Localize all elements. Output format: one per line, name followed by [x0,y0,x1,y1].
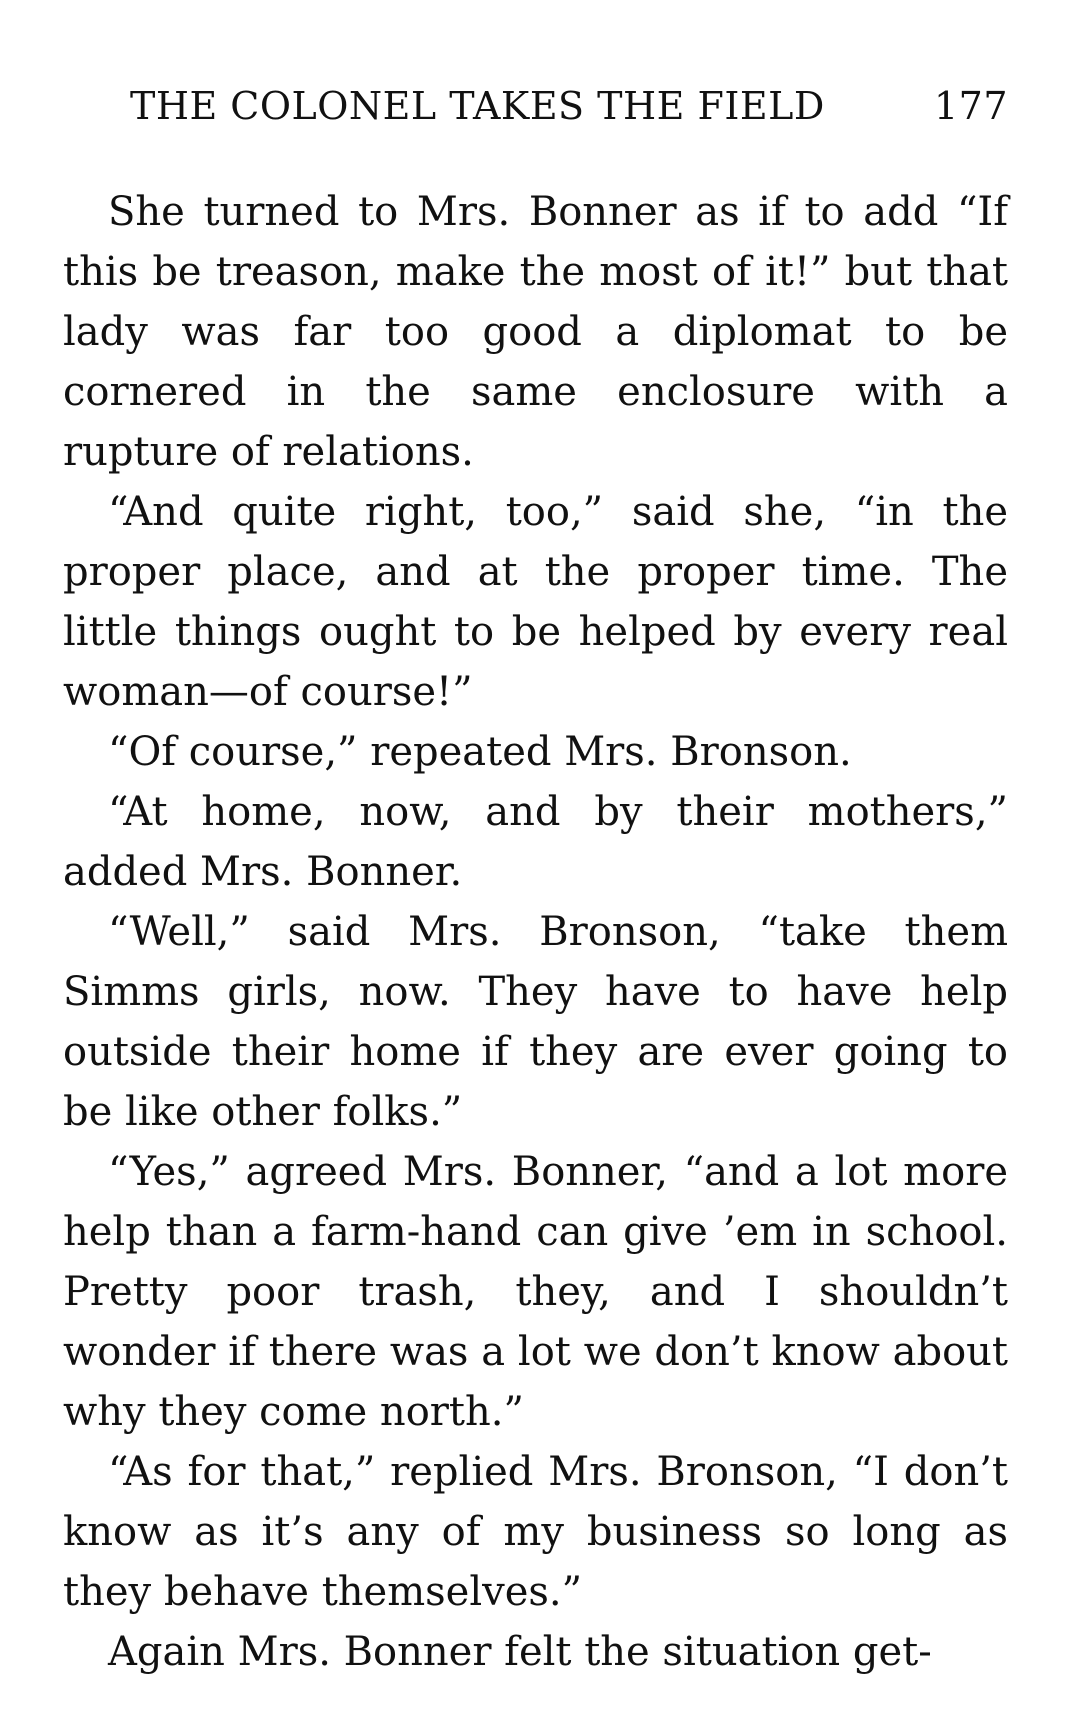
running-head [130,78,1008,134]
paragraph: “Well,” said Mrs. Bronson, “take them Simms girls, now. They have to have help outside their home if they are ever going to be like other folks.” [63,909,1008,1135]
chapter-title: THE COLONEL TAKES THE FIELD [130,84,825,128]
paragraph: She turned to Mrs. Bonner as if to add “If this be treason, make the most of it!” but that lady was far too good a diplomat to be cornered in the same enclosure with a rupture of relations. [63,189,1008,475]
page-number: 177 [933,84,1008,128]
paragraph: “At home, now, and by their mothers,” added Mrs. Bonner. [63,789,1008,895]
paragraph: “Yes,” agreed Mrs. Bonner, “and a lot more help than a farm-hand can give ’em in school. Pretty poor trash, they, and I shouldn’t wonder if there was a lot we don’t know about why they come north.” [63,1149,1008,1435]
paragraph: “And quite right, too,” said she, “in the proper place, and at the proper time. The little things ought to be helped by every real woman—of course!” [63,489,1008,715]
paragraph: “As for that,” replied Mrs. Bronson, “I don’t know as it’s any of my business so long as they behave themselves.” [63,1449,1008,1615]
paragraph: “Of course,” repeated Mrs. Bronson. [108,729,852,775]
paragraph: Again Mrs. Bonner felt the situation get- [108,1629,932,1675]
body-text [63,182,1008,1682]
